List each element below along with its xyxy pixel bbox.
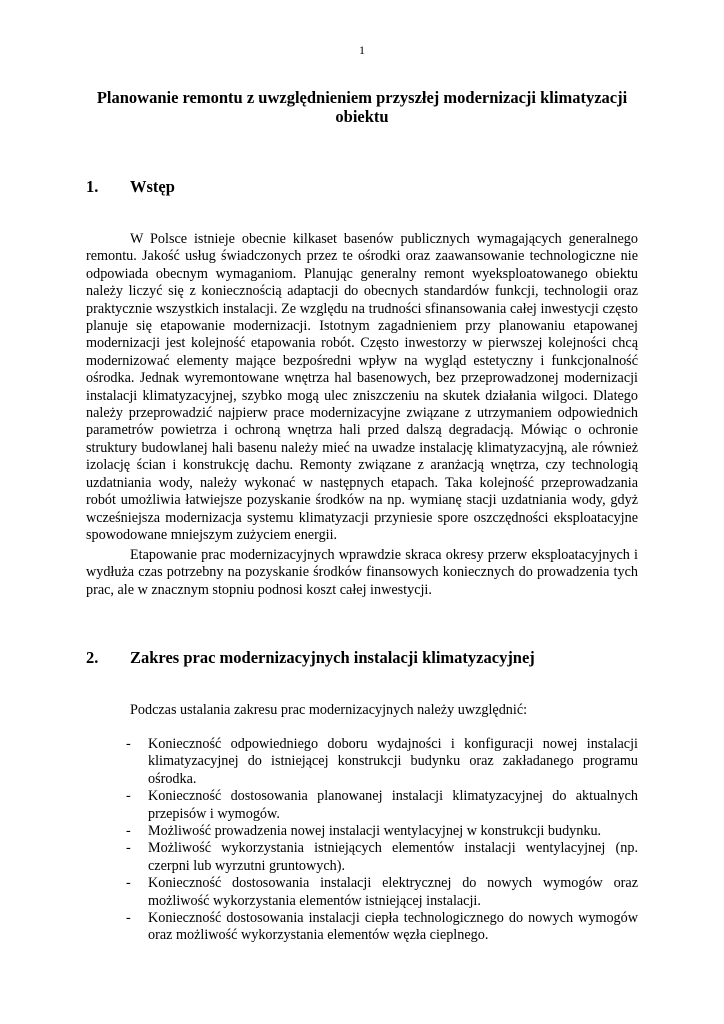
list-item-text: Konieczność dostosowania instalacji ciepła technologicznego do nowych wymogów oraz możliwość wykorzystania elementów węzła cieplnego. xyxy=(148,910,638,944)
list-item xyxy=(126,910,638,945)
section-heading-scope xyxy=(86,648,535,668)
bullet-marker: - xyxy=(126,910,131,927)
section-number: 2. xyxy=(86,648,99,667)
bullet-marker: - xyxy=(126,840,131,857)
paragraph: W Polsce istnieje obecnie kilkaset basenów publicznych wymagających generalnego remontu. Jakość usług świadczonych przez te ośrodki oraz zaawansowanie technologiczne nie odpowiada obecnym wymaganiom. Planując generalny remont wyeksploatowanego obiektu należy liczyć się z koniecznością adaptacji do obecnych standardów funkcji, technologii oraz praktycznie wszystkich instalacji. Ze względu na trudności sfinansowania całej inwestycji często planuje się etapowanie modernizacji. Istotnym zagadnieniem przy planowaniu etapowanej modernizacji jest kolejność etapowania robót. Często inwestorzy w pierwszej kolejności chcą modernizować elementy mające bezpośredni wpływ na wygląd estetyczny i funkcjonalność ośrodka. Jednak wyremontowane wnętrza hal basenowych, bez przeprowadzonej modernizacji instalacji klimatyzacyjnej, szybko mogą ulec zniszczeniu na skutek działania wilgoci. Dlatego należy przeprowadzić najpierw prace modernizacyjne związane z utrzymaniem odpowiednich parametrów powietrza i ochroną wnętrza hali przed dalszą degradacją. Mówiąc o ochronie struktury budowlanej hali basenu należy mieć na uwadze instalację klimatyzacyjną, ale również izolację ścian i konstrukcję dachu. Remonty związane z aranżacją wnętrza, czy technologią uzdatniania wody, należy wykonać w następnych etapach. Taka kolejność przeprowadzania robót umożliwia łatwiejsze pozyskanie środków na np. wymianę stacji uzdatniania wody, gdyż wcześniejsza modernizacja systemu klimatyzacji przyniesie spore oszczędności eksploatacyjne spowodowane mniejszym zużyciem energii. xyxy=(86,231,638,543)
list-item-text: Możliwość wykorzystania istniejących elementów instalacji wentylacyjnej (np. czerpni lub wyrzutni gruntowych). xyxy=(148,840,638,874)
list-item xyxy=(126,875,638,910)
section-title: Zakres prac modernizacyjnych instalacji klimatyzacyjnej xyxy=(130,648,535,667)
list-item-text: Konieczność odpowiedniego doboru wydajności i konfiguracji nowej instalacji klimatyzacyjnej do istniejącej konstrukcji budynku oraz zakładanego programu ośrodka. xyxy=(148,736,638,787)
list-item xyxy=(126,823,638,840)
list-item-text: Konieczność dostosowania instalacji elektrycznej do nowych wymogów oraz możliwość wykorzystania elementów istniejącej instalacji. xyxy=(148,875,638,909)
list-item xyxy=(126,788,638,823)
bullet-marker: - xyxy=(126,788,131,805)
list-intro: Podczas ustalania zakresu prac modernizacyjnych należy uwzględnić: xyxy=(130,702,528,718)
paragraph: Etapowanie prac modernizacyjnych wprawdzie skraca okresy przerw eksploatacyjnych i wydłuża czas potrzebny na pozyskanie środków finansowych koniecznych do prowadzenia tych prac, ale w znacznym stopniu podnosi koszt całej inwestycji. xyxy=(86,547,638,598)
list-item-text: Możliwość prowadzenia nowej instalacji wentylacyjnej w konstrukcji budynku. xyxy=(148,823,602,840)
bullet-marker: - xyxy=(126,823,131,840)
document-title: Planowanie remontu z uwzględnieniem przyszłej modernizacji klimatyzacji obiektu xyxy=(96,88,628,126)
bullet-marker: - xyxy=(126,875,131,892)
requirements-list xyxy=(126,736,638,945)
bullet-marker: - xyxy=(126,736,131,752)
page-number: 1 xyxy=(359,43,365,57)
list-item-text: Konieczność dostosowania planowanej instalacji klimatyzacyjnej do aktualnych przepisów i wymogów. xyxy=(148,788,638,822)
section-heading-intro xyxy=(86,177,175,197)
section-number: 1. xyxy=(86,177,99,196)
list-item xyxy=(126,840,638,875)
list-item xyxy=(126,736,638,788)
section-title: Wstęp xyxy=(130,177,175,196)
